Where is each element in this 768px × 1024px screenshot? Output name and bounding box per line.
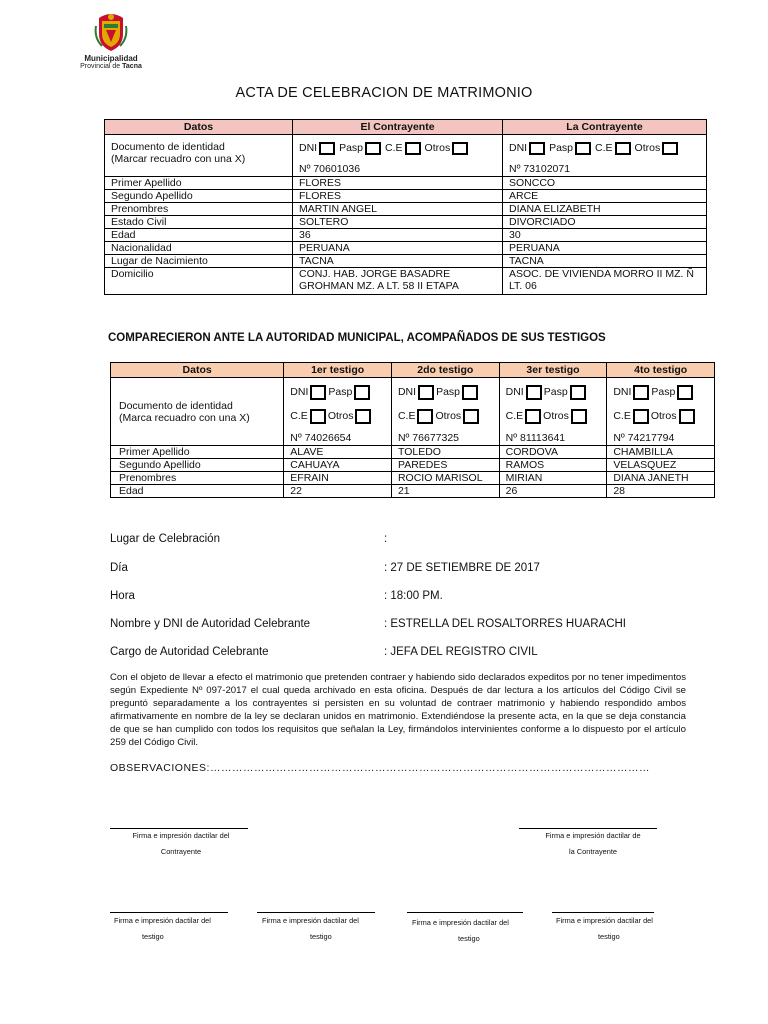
dni-label: DNI [613, 386, 632, 398]
pasp-label: Pasp [339, 142, 364, 154]
witness-value: MIRIAN [499, 472, 607, 485]
bride-value: DIANA ELIZABETH [503, 203, 707, 216]
ce-label: C.E [613, 410, 631, 422]
table-row [105, 190, 707, 203]
bride-doc-number: Nº 73102071 [509, 163, 571, 175]
groom-value: 36 [293, 229, 503, 242]
table-row [105, 268, 707, 295]
witness-signature-line [407, 912, 523, 913]
otros-checkbox[interactable] [571, 409, 587, 424]
logo-text-line2: Provincial de Tacna [80, 63, 142, 70]
document-title: ACTA DE CELEBRACION DE MATRIMONIO [235, 85, 533, 101]
witness-value: ROCIO MARISOL [391, 472, 499, 485]
witness-value: TOLEDO [391, 446, 499, 459]
witness-doc-cell [607, 378, 715, 446]
row-label: Edad [111, 485, 284, 498]
couple-table [104, 119, 707, 295]
coat-of-arms-icon [94, 12, 128, 52]
witness-value: ALAVE [284, 446, 392, 459]
pasp-checkbox[interactable] [570, 385, 586, 400]
witness-section-title: COMPARECIERON ANTE LA AUTORIDAD MUNICIPAL, ACOMPAÑADOS DE SUS TESTIGOS [108, 332, 606, 344]
groom-value: SOLTERO [293, 216, 503, 229]
otros-label: Otros [327, 410, 354, 422]
pasp-label: Pasp [549, 142, 574, 154]
doc-id-row [105, 135, 707, 177]
table-row [105, 216, 707, 229]
groom-value: PERUANA [293, 242, 503, 255]
groom-value: CONJ. HAB. JORGE BASADRE GROHMAN MZ. A LT. 58 II ETAPA [293, 268, 503, 295]
ce-label: C.E [397, 410, 416, 422]
witness-caption-line2: testigo [310, 932, 332, 941]
witness-doc-number: Nº 81113641 [505, 432, 566, 444]
row-label: Estado Civil [105, 216, 293, 229]
groom-doc-number: Nº 70601036 [299, 163, 361, 175]
ce-label: C.E [290, 410, 308, 422]
ce-label: C.E [385, 142, 403, 154]
doc-id-label-line2: (Marcar recuadro con una X) [111, 153, 246, 165]
witness-value: CHAMBILLA [607, 446, 715, 459]
witness-table-header [111, 363, 715, 378]
authority-role-value: : JEFA DEL REGISTRO CIVIL [384, 646, 538, 658]
dni-checkbox[interactable] [310, 385, 326, 400]
witness-value: VELASQUEZ [607, 459, 715, 472]
bride-signature-caption-line2: la Contrayente [568, 847, 618, 856]
ce-checkbox[interactable] [633, 409, 649, 424]
ce-checkbox[interactable] [310, 409, 326, 424]
row-label: Prenombres [111, 472, 284, 485]
date-value: : 27 DE SETIEMBRE DE 2017 [384, 562, 540, 574]
bride-value: SONCCO [503, 177, 707, 190]
witness-doc-number: Nº 74026654 [290, 432, 352, 444]
authority-name-value: : ESTRELLA DEL ROSALTORRES HUARACHI [384, 618, 626, 630]
place-label: Lugar de Celebración [110, 533, 220, 545]
table-row [105, 203, 707, 216]
header-witness-1: 1er testigo [284, 363, 392, 378]
table-row [105, 229, 707, 242]
pasp-label: Pasp [328, 386, 353, 398]
otros-label: Otros [634, 142, 661, 154]
groom-value: FLORES [293, 177, 503, 190]
witness-value: 28 [607, 485, 715, 498]
witness-table [110, 362, 715, 498]
groom-signature-caption-line2: Contrayente [160, 847, 202, 856]
bride-doc-cell [503, 135, 707, 177]
witness-value: CORDOVA [499, 446, 607, 459]
witness-value: RAMOS [499, 459, 607, 472]
dni-label: DNI [397, 386, 417, 398]
witness-doc-number: Nº 74217794 [613, 432, 675, 444]
dni-checkbox[interactable] [418, 385, 434, 400]
witness-signature-caption [550, 913, 686, 945]
row-label: Lugar de Nacimiento [105, 255, 293, 268]
observations-line: OBSERVACIONES:………………………………………………………………………………………………………… [110, 762, 650, 774]
legal-paragraph: Con el objeto de llevar a efecto el matrimonio que pretenden contraer y habiendo sido declarados expeditos por no tener impedimentos según Expediente Nº 097-2017 el cual queda archivado en esta oficina. Después de dar lectura a los artículos del Código Civil se preguntó separadamente a los contrayentes si persisten en su voluntad de contraer matrimonio y habiendo respondido ambos afirmativamente en nombre de la ley se declaran unidos en matrimonio. Extendiéndose la presente acta, en la que se deja constancia de que se han cumplido con todos los requisitos que señalan la Ley, firmándolos intervinientes conforme a lo dispuesto por el artículo 259 del Código Civil. [110, 672, 686, 748]
dni-label: DNI [509, 142, 528, 154]
bride-value: 30 [503, 229, 707, 242]
dni-label: DNI [505, 386, 524, 398]
row-label: Primer Apellido [105, 177, 293, 190]
dni-checkbox[interactable] [633, 385, 649, 400]
witness-value: PAREDES [391, 459, 499, 472]
authority-role-label: Cargo de Autoridad Celebrante [110, 646, 269, 658]
otros-checkbox[interactable] [662, 142, 678, 155]
ce-checkbox[interactable] [525, 409, 541, 424]
row-label: Primer Apellido [111, 446, 284, 459]
bride-value: DIVORCIADO [503, 216, 707, 229]
authority-name-label: Nombre y DNI de Autoridad Celebrante [110, 618, 311, 630]
header-witness-4: 4to testigo [607, 363, 715, 378]
bride-value: ASOC. DE VIVIENDA MORRO II MZ. Ñ LT. 06 [503, 268, 707, 295]
dni-checkbox[interactable] [526, 385, 542, 400]
otros-checkbox[interactable] [452, 142, 468, 155]
witness-value: DIANA JANETH [607, 472, 715, 485]
dni-label: DNI [299, 142, 318, 154]
row-label: Segundo Apellido [105, 190, 293, 203]
logo-text-line1: Municipalidad [84, 54, 138, 63]
bride-value: ARCE [503, 190, 707, 203]
groom-value: MARTIN ANGEL [293, 203, 503, 216]
witness-doc-label-line1: Documento de identidad [119, 399, 233, 412]
groom-value: FLORES [293, 190, 503, 203]
table-row [105, 242, 707, 255]
bride-signature-caption-line1: Firma e impresión dactilar de [545, 831, 641, 840]
bride-value: PERUANA [503, 242, 707, 255]
witness-value: 22 [284, 485, 392, 498]
witness-signature-caption [254, 913, 392, 945]
otros-checkbox[interactable] [679, 409, 695, 424]
ce-checkbox[interactable] [615, 142, 631, 155]
pasp-label: Pasp [436, 386, 460, 398]
witness-doc-cell [499, 378, 607, 446]
otros-checkbox[interactable] [355, 409, 371, 424]
header-datos: Datos [105, 120, 293, 135]
header-witness-3: 3er testigo [499, 363, 607, 378]
witness-doc-cell [284, 378, 392, 446]
witness-doc-row [111, 378, 715, 446]
ce-label: C.E [505, 410, 524, 422]
witness-doc-number: Nº 76677325 [397, 432, 460, 444]
doc-id-label [105, 135, 293, 177]
witness-doc-label-line2: (Marca recuadro con una X) [119, 411, 250, 424]
witness-doc-label [111, 378, 284, 446]
header-datos: Datos [111, 363, 284, 378]
otros-label: Otros [650, 410, 677, 422]
otros-label: Otros [435, 410, 462, 422]
witness-value: 21 [391, 485, 499, 498]
pasp-checkbox[interactable] [677, 385, 693, 400]
dni-checkbox[interactable] [319, 142, 335, 155]
witness-doc-cell [391, 378, 499, 446]
groom-signature-caption-line1: Firma e impresión dactilar del [132, 831, 230, 840]
row-label: Segundo Apellido [111, 459, 284, 472]
bride-signature-caption [522, 828, 664, 860]
witness-signature-caption [106, 913, 244, 945]
witness-value: 26 [499, 485, 607, 498]
table-row [105, 255, 707, 268]
place-value: : [384, 533, 388, 545]
ce-label: C.E [595, 142, 613, 154]
witness-value: EFRAIN [284, 472, 392, 485]
witness-value: CAHUAYA [284, 459, 392, 472]
witness-caption-line1: Firma e impresión dactilar del [412, 918, 509, 927]
municipality-logo [66, 12, 156, 82]
header-bride: La Contrayente [503, 120, 707, 135]
time-value: : 18:00 PM. [384, 590, 443, 602]
table-row [105, 177, 707, 190]
dni-checkbox[interactable] [529, 142, 545, 155]
table-row [111, 472, 715, 485]
date-label: Día [110, 562, 128, 574]
table-row [111, 459, 715, 472]
pasp-checkbox[interactable] [462, 385, 478, 400]
table-row [111, 446, 715, 459]
otros-checkbox[interactable] [463, 409, 479, 424]
pasp-label: Pasp [651, 386, 676, 398]
row-label: Edad [105, 229, 293, 242]
witness-caption-line1: Firma e impresión dactilar del [114, 916, 211, 925]
header-witness-2: 2do testigo [391, 363, 499, 378]
groom-value: TACNA [293, 255, 503, 268]
pasp-checkbox[interactable] [354, 385, 370, 400]
groom-doc-cell [293, 135, 503, 177]
witness-caption-line2: testigo [142, 932, 164, 941]
witness-caption-line1: Firma e impresión dactilar del [262, 916, 359, 925]
otros-label: Otros [424, 142, 451, 154]
dni-label: DNI [290, 386, 309, 398]
witness-caption-line2: testigo [598, 932, 620, 941]
bride-value: TACNA [503, 255, 707, 268]
row-label: Nacionalidad [105, 242, 293, 255]
otros-label: Otros [543, 410, 569, 422]
row-label: Domicilio [105, 268, 293, 295]
doc-id-label-line1: Documento de identidad [111, 141, 225, 153]
header-groom: El Contrayente [293, 120, 503, 135]
row-label: Prenombres [105, 203, 293, 216]
pasp-checkbox[interactable] [365, 142, 381, 155]
witness-signature-caption [404, 915, 542, 947]
witness-caption-line2: testigo [458, 934, 480, 943]
time-label: Hora [110, 590, 135, 602]
pasp-checkbox[interactable] [575, 142, 591, 155]
witness-caption-line1: Firma e impresión dactilar del [556, 916, 653, 925]
ce-checkbox[interactable] [405, 142, 421, 155]
couple-table-header [105, 120, 707, 135]
groom-signature-caption [110, 828, 252, 860]
table-row [111, 485, 715, 498]
ce-checkbox[interactable] [417, 409, 433, 424]
pasp-label: Pasp [543, 386, 568, 398]
